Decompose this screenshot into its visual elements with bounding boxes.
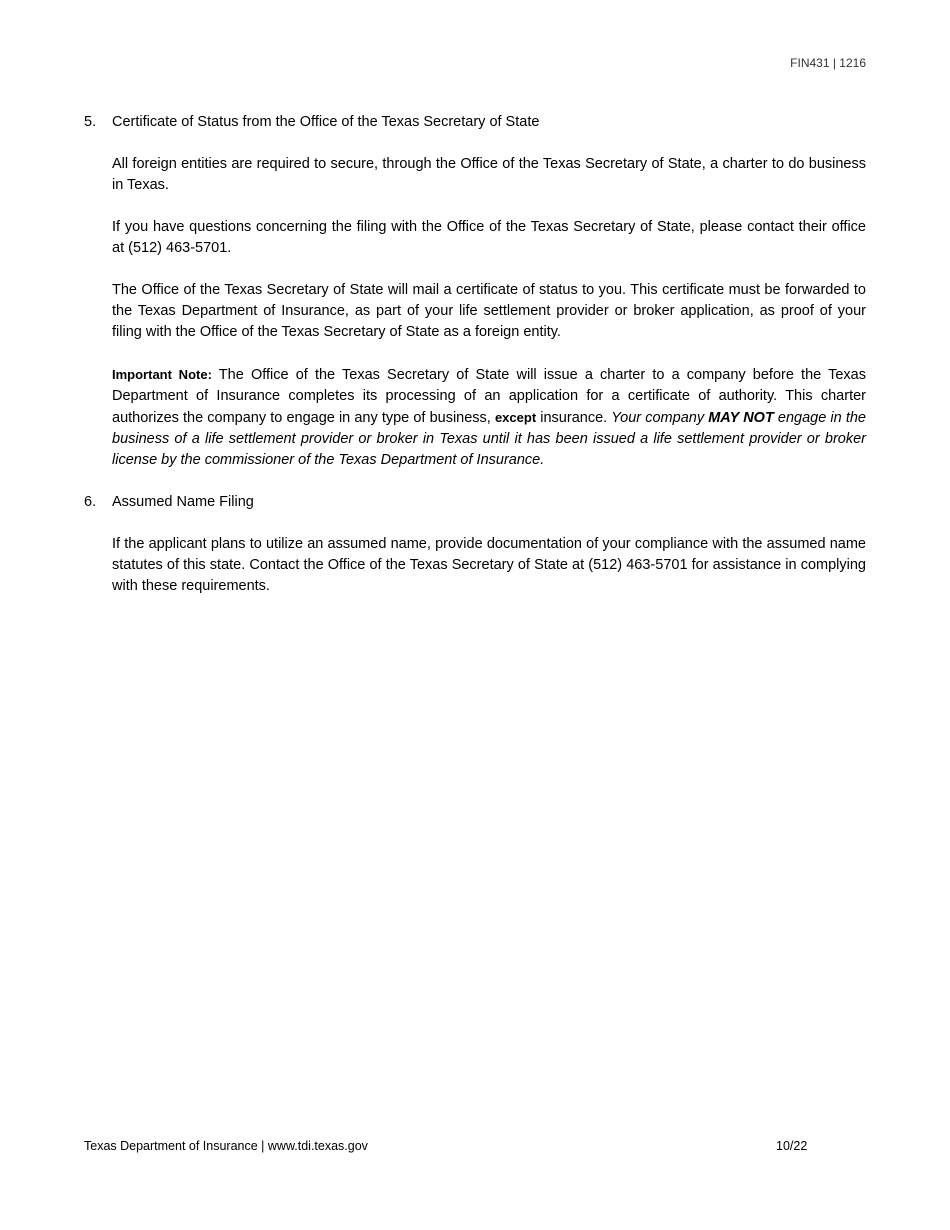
paragraph: All foreign entities are required to secure, through the Office of the Texas Secretary of State, a charter to do business in Texas. xyxy=(112,156,866,193)
section-heading xyxy=(84,492,866,513)
section-assumed-name-filing xyxy=(84,492,866,597)
note-italic-text: engage in the business of a life settlement provider or broker in Texas until it has been issued a life settlement provider or broker license by the commissioner of the Texas Department of Insurance. xyxy=(112,410,866,468)
important-note xyxy=(112,364,866,471)
page-number: 10/22 xyxy=(776,1139,808,1153)
footer-organization: Texas Department of Insurance | www.tdi.texas.gov xyxy=(84,1139,368,1153)
section-number: 5. xyxy=(84,114,97,130)
may-not-emphasis: MAY NOT xyxy=(708,410,774,426)
except-emphasis: except xyxy=(494,410,537,425)
note-text: insurance. xyxy=(536,410,612,426)
paragraph: If the applicant plans to utilize an assumed name, provide documentation of your compliance with the assumed name statutes of this state. Contact the Office of the Texas Secretary of State at (512) 463-5701 for assistance in complying with these requirements. xyxy=(112,536,866,594)
section-number: 6. xyxy=(84,494,97,510)
important-note-label: Important Note: xyxy=(112,367,212,382)
paragraph: The Office of the Texas Secretary of State will mail a certificate of status to you. This certificate must be forwarded to the Texas Department of Insurance, as part of your life settlement provider or broker application, as proof of your filing with the Office of the Texas Secretary of State as a foreign entity. xyxy=(112,282,866,340)
form-code: FIN431 | 1216 xyxy=(790,56,866,70)
note-italic-text: Your company xyxy=(611,410,709,426)
section-title: Assumed Name Filing xyxy=(112,494,254,510)
section-heading xyxy=(84,112,866,133)
document-body xyxy=(84,112,866,597)
paragraph: If you have questions concerning the filing with the Office of the Texas Secretary of State, please contact their office at (512) 463-5701. xyxy=(112,219,866,256)
note-text: The Office of the Texas Secretary of State will issue a charter to a company before the Texas Department of Insurance completes its processing of an application for a certificate of authority. This charter authorizes the company to engage in any type of business, xyxy=(112,367,866,426)
section-title: Certificate of Status from the Office of the Texas Secretary of State xyxy=(112,114,540,130)
section-certificate-of-status xyxy=(84,112,866,471)
